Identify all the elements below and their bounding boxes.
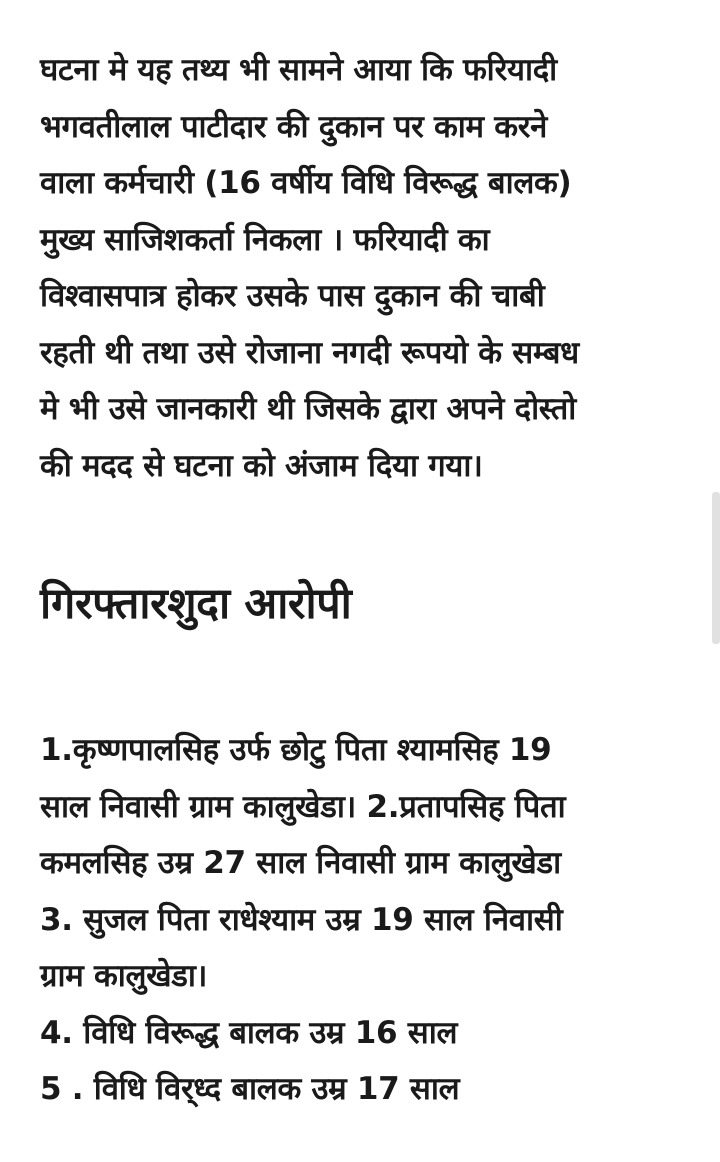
- accused-line: 5 . विधि विर्‌ध्द बालक उम्र 17 साल: [40, 1071, 460, 1107]
- paragraph-line: मुख्य साजिशकर्ता निकला । फरियादी का: [40, 221, 490, 258]
- article-body: [40, 42, 680, 1107]
- paragraph-line: रहती थी तथा उसे रोजाना नगदी रूपयो के सम्बध: [40, 334, 579, 371]
- paragraph-line: विश्वासपात्र होकर उसके पास दुकान की चाबी: [40, 278, 545, 314]
- paragraph-line: घटना मे यह तथ्य भी सामने आया कि फरियादी: [40, 52, 557, 88]
- accused-list: [40, 722, 565, 1118]
- accused-line: ग्राम कालुखेडा।: [40, 958, 208, 994]
- paragraph-line: की मदद से घटना को अंजाम दिया गया।: [40, 447, 483, 484]
- accused-line: 1.कृष्णपालसिह उर्फ छोटु पिता श्यामसिह 19: [40, 732, 552, 768]
- accused-line: 3. सुजल पिता राधेश्याम उम्र 19 साल निवासी: [40, 901, 563, 938]
- accused-line: कमलसिह उम्र 27 साल निवासी ग्राम कालुखेडा: [40, 845, 561, 881]
- accused-line: 4. विधि विरूद्ध बालक उम्र 16 साल: [40, 1014, 458, 1051]
- paragraph-line: मे भी उसे जानकारी थी जिसके द्वारा अपने दोस्तो: [40, 391, 576, 427]
- paragraph-line: भगवतीलाल पाटीदार की दुकान पर काम करने: [40, 108, 548, 145]
- scrollbar-thumb[interactable]: [712, 492, 720, 644]
- accused-line: साल निवासी ग्राम कालुखेडा। 2.प्रतापसिह पिता: [40, 788, 566, 825]
- paragraph-line: वाला कर्मचारी (16 वर्षीय विधि विरूद्ध बालक): [40, 165, 572, 201]
- section-heading: गिरफ्तारशुदा आरोपी: [40, 579, 352, 629]
- incident-paragraph: [40, 42, 680, 494]
